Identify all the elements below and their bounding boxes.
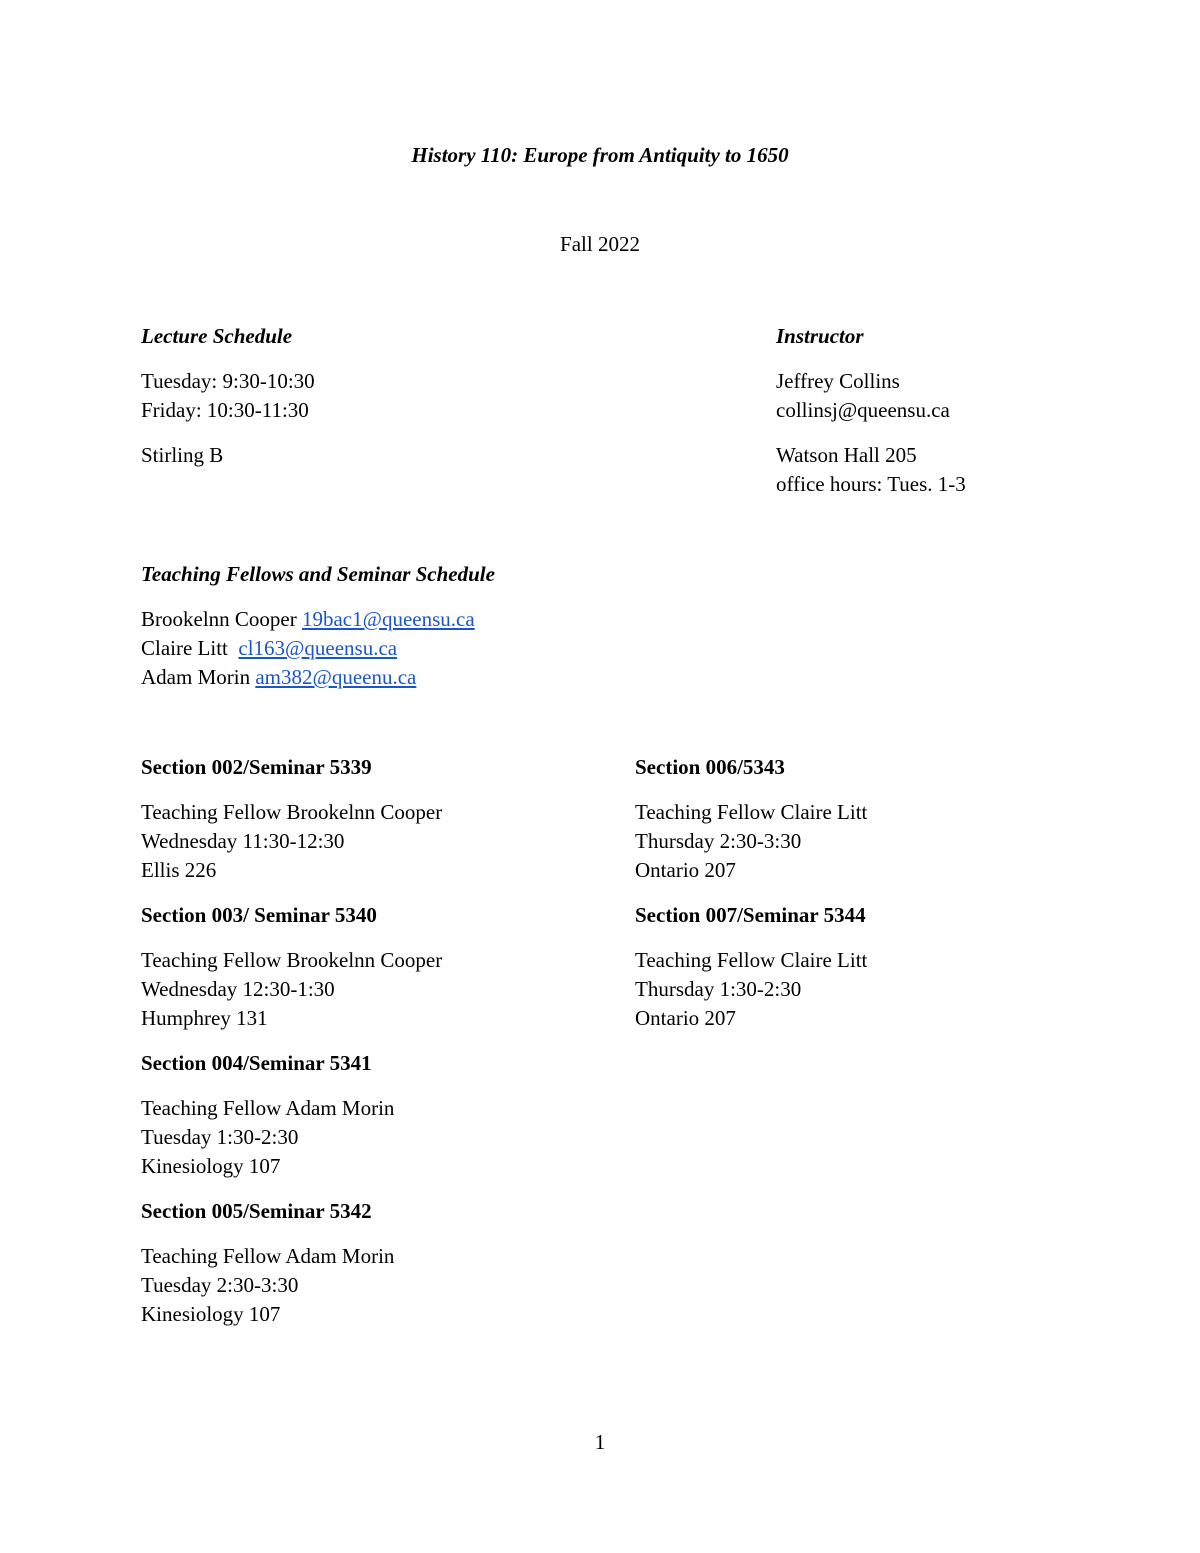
- section-room: Humphrey 131: [141, 1006, 268, 1030]
- section-heading: Section 007/Seminar 5344: [635, 903, 866, 927]
- section-fellow: Teaching Fellow Claire Litt: [635, 948, 868, 972]
- instructor-name: Jeffrey Collins: [776, 369, 900, 393]
- fellows-heading: Teaching Fellows and Seminar Schedule: [141, 562, 495, 586]
- page-number: 1: [594, 1430, 606, 1454]
- section-time: Thursday 1:30-2:30: [635, 977, 802, 1001]
- fellow-name: Brookelnn Cooper: [141, 607, 302, 631]
- instructor-email: collinsj@queensu.ca: [776, 398, 950, 422]
- section-fellow: Teaching Fellow Adam Morin: [141, 1244, 395, 1268]
- fellow-email-link[interactable]: am382@queenu.ca: [255, 665, 417, 689]
- lecture-location: Stirling B: [141, 443, 224, 467]
- fellow-name: Claire Litt: [141, 636, 239, 660]
- section-time: Wednesday 12:30-1:30: [141, 977, 335, 1001]
- section-fellow: Teaching Fellow Brookelnn Cooper: [141, 800, 443, 824]
- fellow-entry: [141, 663, 416, 691]
- fellow-email-link[interactable]: cl163@queensu.ca: [238, 636, 398, 660]
- fellow-name: Adam Morin: [141, 665, 256, 689]
- section-heading: Section 006/5343: [635, 755, 785, 779]
- term: Fall 2022: [560, 232, 640, 256]
- section-fellow: Teaching Fellow Adam Morin: [141, 1096, 395, 1120]
- document-title: History 110: Europe from Antiquity to 1650: [411, 143, 789, 167]
- lecture-line-1: Tuesday: 9:30-10:30: [141, 369, 315, 393]
- section-room: Kinesiology 107: [141, 1302, 281, 1326]
- section-heading: Section 003/ Seminar 5340: [141, 903, 377, 927]
- section-heading: Section 005/Seminar 5342: [141, 1199, 372, 1223]
- section-time: Tuesday 2:30-3:30: [141, 1273, 299, 1297]
- instructor-heading: Instructor: [776, 324, 864, 348]
- lecture-line-2: Friday: 10:30-11:30: [141, 398, 309, 422]
- fellow-entry: [141, 634, 397, 662]
- section-fellow: Teaching Fellow Claire Litt: [635, 800, 868, 824]
- section-room: Ontario 207: [635, 858, 736, 882]
- lecture-heading: Lecture Schedule: [141, 324, 293, 348]
- section-time: Thursday 2:30-3:30: [635, 829, 802, 853]
- section-fellow: Teaching Fellow Brookelnn Cooper: [141, 948, 443, 972]
- instructor-office: Watson Hall 205: [776, 443, 917, 467]
- section-heading: Section 004/Seminar 5341: [141, 1051, 372, 1075]
- section-time: Wednesday 11:30-12:30: [141, 829, 345, 853]
- section-time: Tuesday 1:30-2:30: [141, 1125, 299, 1149]
- fellow-entry: [141, 605, 475, 633]
- instructor-hours: office hours: Tues. 1-3: [776, 472, 966, 496]
- section-room: Ontario 207: [635, 1006, 736, 1030]
- section-room: Ellis 226: [141, 858, 217, 882]
- section-heading: Section 002/Seminar 5339: [141, 755, 372, 779]
- fellow-email-link[interactable]: 19bac1@queensu.ca: [301, 607, 475, 631]
- section-room: Kinesiology 107: [141, 1154, 281, 1178]
